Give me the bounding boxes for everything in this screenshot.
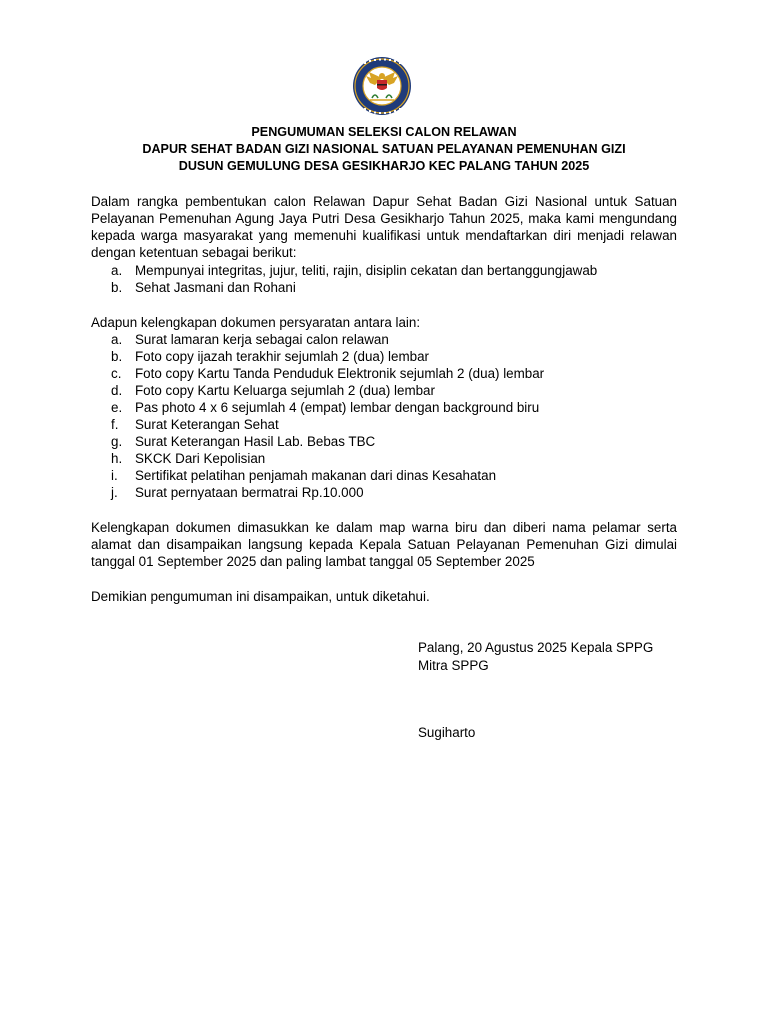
- title-line-2: DAPUR SEHAT BADAN GIZI NASIONAL SATUAN PELAYANAN PEMENUHAN GIZI: [142, 142, 626, 156]
- title-line-1: PENGUMUMAN SELEKSI CALON RELAWAN: [251, 125, 517, 139]
- list-item: [91, 399, 677, 416]
- list-item: [91, 467, 677, 484]
- list-item-label: b.: [111, 349, 123, 364]
- list-item: [91, 433, 677, 450]
- list-item: [91, 416, 677, 433]
- list-item-label: j.: [111, 485, 118, 500]
- list-item-label: b.: [111, 280, 123, 295]
- documents-intro: Adapun kelengkapan dokumen persyaratan antara lain:: [91, 315, 421, 330]
- garuda-emblem-icon: [342, 56, 422, 116]
- list-item-text: Foto copy Kartu Keluarga sejumlah 2 (dua) lembar: [135, 383, 435, 398]
- documents-list: [91, 331, 677, 501]
- signature-position: Mitra SPPG: [418, 658, 489, 673]
- title-line-3: DUSUN GEMULUNG DESA GESIKHARJO KEC PALANG TAHUN 2025: [178, 159, 590, 173]
- list-item-text: Surat Keterangan Sehat: [135, 417, 279, 432]
- list-item: [91, 382, 677, 399]
- list-item-label: h.: [111, 451, 123, 466]
- list-item-label: f.: [111, 417, 119, 432]
- list-item-text: Surat lamaran kerja sebagai calon relawan: [135, 332, 389, 347]
- list-item-text: Foto copy ijazah terakhir sejumlah 2 (dua) lembar: [135, 349, 429, 364]
- list-item: [91, 331, 677, 348]
- list-item-label: a.: [111, 332, 123, 347]
- list-item: [91, 484, 677, 501]
- list-item: [91, 450, 677, 467]
- list-item-text: Sertifikat pelatihan penjamah makanan dari dinas Kesahatan: [135, 468, 497, 483]
- list-item: [91, 262, 677, 279]
- announcement-titles: [0, 124, 768, 175]
- list-item-text: Surat Keterangan Hasil Lab. Bebas TBC: [135, 434, 376, 449]
- intro-paragraph: Dalam rangka pembentukan calon Relawan Dapur Sehat Badan Gizi Nasional untuk Satuan Pelayanan Pemenuhan Agung Jaya Putri Desa Gesikharjo Tahun 2025, maka kami mengundang kepada warga masyarakat yang memenuhi kualifikasi untuk mendaftarkan diri menjadi relawan dengan ketentuan sebagai berikut:: [91, 194, 677, 260]
- list-item: [91, 365, 677, 382]
- badan-gizi-nasional-logo: [342, 56, 422, 116]
- list-item-label: i.: [111, 468, 118, 483]
- list-item: [91, 348, 677, 365]
- list-item-label: g.: [111, 434, 123, 449]
- list-item-text: Mempunyai integritas, jujur, teliti, rajin, disiplin cekatan dan bertanggungjawab: [135, 263, 598, 278]
- signature-place-date: Palang, 20 Agustus 2025 Kepala SPPG: [418, 640, 654, 655]
- list-item-label: d.: [111, 383, 123, 398]
- signature-name: Sugiharto: [418, 725, 476, 740]
- list-item-text: Foto copy Kartu Tanda Penduduk Elektronik sejumlah 2 (dua) lembar: [135, 366, 545, 381]
- list-item-text: Pas photo 4 x 6 sejumlah 4 (empat) lembar dengan background biru: [135, 400, 540, 415]
- list-item-label: a.: [111, 263, 123, 278]
- qualifications-list: [91, 262, 677, 296]
- list-item: [91, 279, 677, 296]
- closing-paragraph: Demikian pengumuman ini disampaikan, untuk diketahui.: [91, 589, 430, 604]
- list-item-label: e.: [111, 400, 123, 415]
- list-item-text: SKCK Dari Kepolisian: [135, 451, 266, 466]
- list-item-text: Surat pernyataan bermatrai Rp.10.000: [135, 485, 364, 500]
- list-item-text: Sehat Jasmani dan Rohani: [135, 280, 296, 295]
- submission-paragraph: Kelengkapan dokumen dimasukkan ke dalam map warna biru dan diberi nama pelamar serta alamat dan disampaikan langsung kepada Kepala Satuan Pelayanan Pemenuhan Gizi dimulai tanggal 01 September 2025 dan paling lambat tanggal 05 September 2025: [91, 520, 677, 569]
- list-item-label: c.: [111, 366, 122, 381]
